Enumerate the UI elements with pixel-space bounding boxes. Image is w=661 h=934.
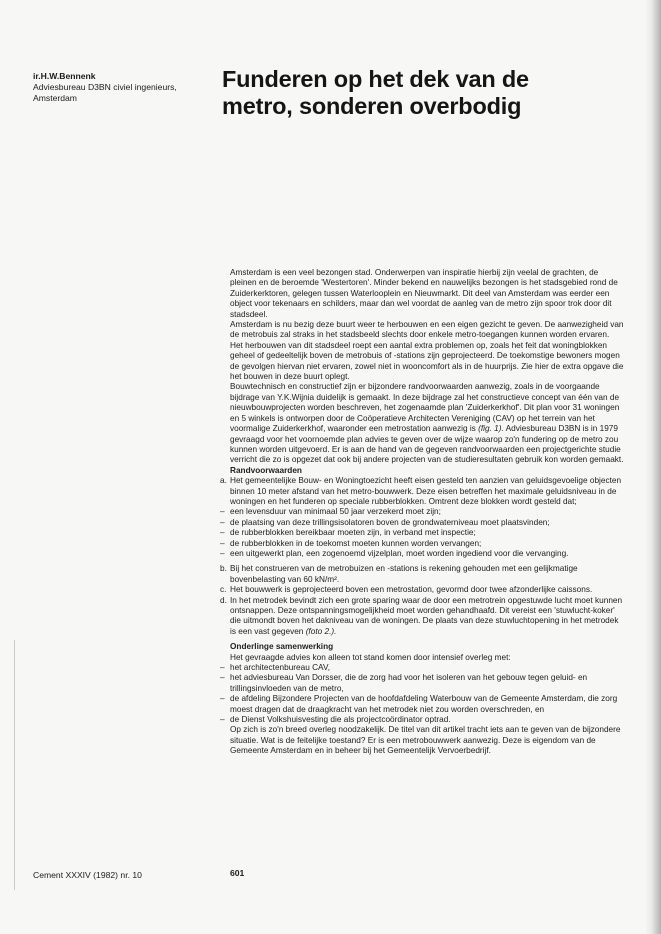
- article-title-line-1: Funderen op het dek van de: [222, 66, 529, 92]
- dash-item: [220, 517, 624, 528]
- list-marker: d.: [220, 595, 227, 605]
- list-item-text: Het bouwwerk is geprojecteerd boven een metrostation, gevormd door twee afzonderlijke caissons.: [230, 585, 593, 595]
- dash-marker: –: [220, 517, 225, 527]
- samenwerking-closing: Op zich is zo'n breed overleg noodzakelijk. De titel van dit artikel tracht iets aan te geven van de bijzondere situatie. Wat is de feitelijke toestand? Er is een metrobouwwerk aanwezig. Deze is eigendom van de Gemeente Amsterdam en in beheer bij het Gemeentelijk Vervoerbedrijf.: [230, 725, 621, 756]
- article-body: [220, 268, 624, 757]
- dash-item-text: de rubberblokken in de toekomst moeten kunnen worden vervangen;: [230, 538, 482, 548]
- figure-reference: (fig. 1).: [478, 424, 504, 434]
- scan-artifact-line: [14, 640, 15, 890]
- author-block: [33, 71, 218, 104]
- author-city: Amsterdam: [33, 93, 77, 103]
- list-item: [220, 595, 624, 638]
- intro-paragraph-2: Amsterdam is nu bezig deze buurt weer te herbouwen en een eigen gezicht te geven. De aanwezigheid van de metrobuis zal straks in het stadsbeeld slechts door enkele metro-toegangen kunnen worden ervaren. Het herbouwen van dit stadsdeel roept een aantal extra problemen op, zoals het feit dat woningblokken geheel of gedeeltelijk boven de metrobuis of -stations zijn geprojecteerd. De toekomstige bewoners mogen de gevolgen hiervan niet ervaren, zowel niet in wooncomfort als in de huurprijs. Zie hier de extra opgave die het bouwen in deze buurt oplegt.: [230, 320, 624, 382]
- dash-item: [220, 694, 624, 715]
- list-item: [220, 585, 624, 595]
- dash-item-text: het architectenbureau CAV,: [230, 663, 330, 673]
- author-affiliation: Adviesbureau D3BN civiel ingenieurs,: [33, 82, 177, 92]
- dash-item-text: een uitgewerkt plan, een zogenoemd vijzelplan, moet worden ingediend voor die vervanging.: [230, 548, 569, 558]
- list-item-text: Het gemeentelijke Bouw- en Woningtoezicht heeft eisen gesteld ten aanzien van geluidsgevoelige objecten binnen 10 meter afstand van het metro-bouwwerk. Deze eisen betreffen het maximale geluidsniveau in de woningen en het funderen op speciale rubberblokken. Omtrent deze blokken wordt gesteld dat;: [230, 476, 622, 506]
- list-marker: a.: [220, 476, 227, 486]
- author-name: ir.H.W.Bennenk: [33, 71, 96, 81]
- list-item-text: In het metrodek bevindt zich een grote sparing waar de door een metrotrein opgestuwde lucht moet kunnen ontsnappen. Deze ontspanningsmogelijkheid moet worden gehandhaafd. Dit vereist een 'stuwlucht-koker' die uitmondt boven het dakniveau van de woningen. De plaats van deze stuwluchtopening in het metrodek is een vast gegeven: [230, 595, 623, 636]
- dash-item-text: de rubberblokken bereikbaar moeten zijn, in verband met inspectie;: [230, 528, 476, 538]
- journal-citation: Cement XXXIV (1982) nr. 10: [33, 870, 142, 880]
- dash-item: [220, 663, 624, 673]
- page-number: 601: [230, 868, 245, 878]
- dash-marker: –: [220, 694, 225, 704]
- intro-paragraph-1: Amsterdam is een veel bezongen stad. Onderwerpen van inspiratie hierbij zijn veelal de grachten, de pleinen en de beroemde 'Westertoren'. Minder bekend en nauwelijks bezongen is het stadsgebied rond de Zuiderkerktoren, gelegen tussen Waterlooplein en Nieuwmarkt. Dit deel van Amsterdam was eerder een object voor tekenaars en schilders, maar dan wel voordat de aanleg van de metro zijn spoor trok door dit stadsdeel.: [230, 268, 618, 319]
- dash-marker: –: [220, 538, 225, 548]
- dash-item-text: de plaatsing van deze trillingsisolatoren boven de grondwaterniveau moet plaatsvinden;: [230, 517, 550, 527]
- dash-item: [220, 715, 624, 725]
- intro-paragraph-3-continued: Adviesbureau D3BN is in 1979 gevraagd voor het voornoemde plan advies te geven over de wijze waarop zo'n fundering op de metro zou kunnen worden uitgevoerd. Er is aan de hand van de gegeven randvoorwaarden een projectgerichte studie verricht die zo is opgezet dat ook bij andere projecten van de studieresultaten gebruik kon worden gemaakt.: [230, 424, 624, 465]
- article-title: [222, 66, 632, 120]
- dash-marker: –: [220, 507, 225, 517]
- dash-marker: –: [220, 715, 225, 725]
- dash-item: [220, 507, 624, 517]
- dash-item: [220, 538, 624, 549]
- photo-reference: (foto 2.).: [305, 626, 337, 636]
- samenwerking-list: [220, 663, 624, 725]
- dash-item: [220, 528, 624, 538]
- intro-paragraph-3: [230, 382, 624, 465]
- section-heading-randvoorwaarden: Randvoorwaarden: [230, 465, 302, 475]
- samenwerking-intro: Het gevraagde advies kon alleen tot stand komen door intensief overleg met:: [230, 652, 511, 662]
- dash-marker: –: [220, 673, 225, 683]
- dash-marker: –: [220, 663, 225, 673]
- dash-marker: –: [220, 548, 225, 558]
- section-heading-samenwerking: Onderlinge samenwerking: [230, 642, 334, 652]
- list-marker: c.: [220, 585, 227, 595]
- dash-item: [220, 548, 624, 559]
- page-edge-shadow: [645, 0, 661, 934]
- intro-paragraph-3-text: Bouwtechnisch en constructief zijn er bijzondere randvoorwaarden aanwezig, zoals in de voorgaande bijdrage van Y.K.Wijnia duidelijk is gemaakt. In deze bijdrage zal het constructieve concept van één van de nieuwbouwprojecten worden beschreven, het zogenaamde plan 'Zuiderkerkhof'. Dit plan voor 31 woningen en 5 winkels is ontworpen door de Coöperatieve Architecten Vereniging (CAV) op het terrein van het voormalige Zuiderkerkhof, waaronder een metrostation aanwezig is: [230, 382, 620, 434]
- dash-item-text: het adviesbureau Van Dorsser, die de zorg had voor het isoleren van het gebouw tegen geluid- en trillingsinvloeden van de metro,: [230, 673, 588, 693]
- dash-item: [220, 673, 624, 694]
- dash-item-text: de Dienst Volkshuisvesting die als projectcoördinator optrad.: [230, 715, 451, 725]
- list-item-text: Bij het construeren van de metrobuizen en -stations is rekening gehouden met een gelijkmatige bovenbelasting van 60 kN/m².: [230, 564, 578, 584]
- list-marker: b.: [220, 564, 227, 574]
- dash-item-text: een levensduur van minimaal 50 jaar verzekerd moet zijn;: [230, 507, 441, 517]
- randvoorwaarden-list: [220, 476, 624, 507]
- article-title-line-2: metro, sonderen overbodig: [222, 93, 522, 119]
- randvoorwaarden-list-continued: [220, 564, 624, 637]
- dash-marker: –: [220, 528, 225, 538]
- dash-item-text: de afdeling Bijzondere Projecten van de hoofdafdeling Waterbouw van de Gemeente Amsterdam, die zorg moest dragen dat de draagkracht van het metrodek niet zou worden overschreden, en: [230, 694, 618, 714]
- rubberblokken-requirements: [220, 507, 624, 559]
- list-item: [220, 476, 624, 507]
- list-item: [220, 564, 624, 585]
